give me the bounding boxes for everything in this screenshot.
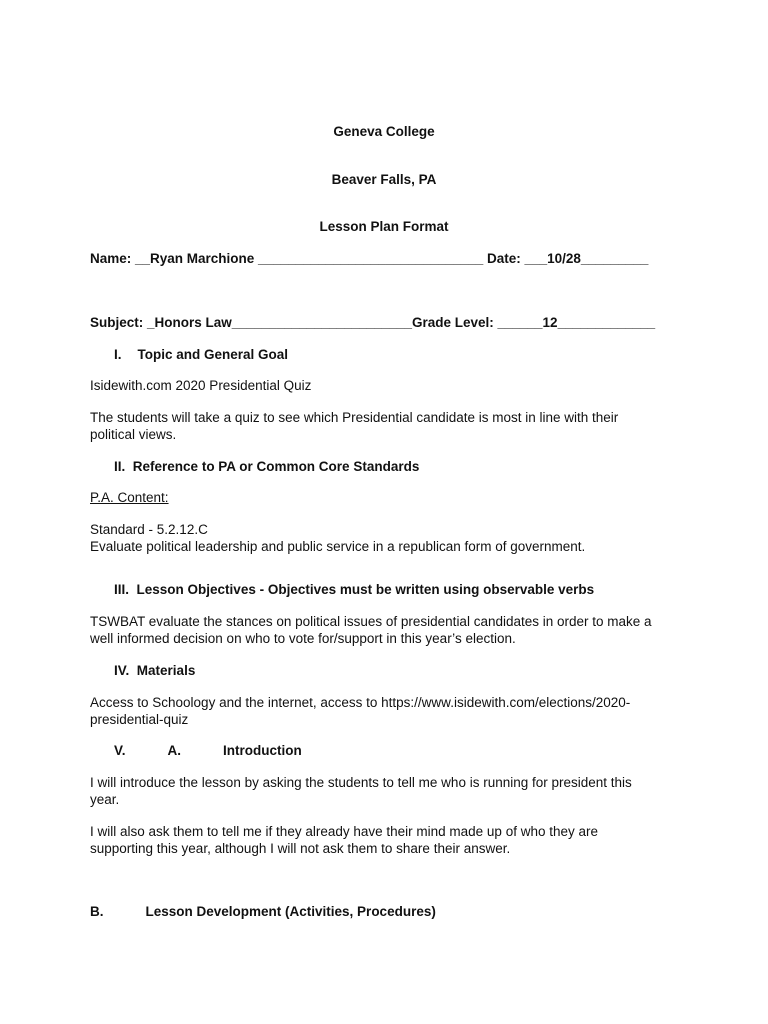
pa-content-label: P.A. Content: (90, 490, 169, 505)
objectives-line-2: well informed decision on who to vote for/support in this year’s election. (90, 631, 516, 646)
college-location: Beaver Falls, PA (331, 172, 437, 187)
section-2-number: II. (114, 459, 126, 474)
intro-paragraph-2-line-1: I will also ask them to tell me if they already have their mind made up of who they are (90, 824, 598, 839)
section-1-title: Topic and General Goal (137, 347, 289, 362)
intro-paragraph-2-line-2: supporting this year, although I will not ask them to share their answer. (90, 841, 511, 856)
intro-paragraph-1-line-2: year. (90, 792, 120, 807)
section-5a-title: Introduction (223, 743, 302, 758)
section-3-number: III. (114, 582, 130, 597)
section-b-title: Lesson Development (Activities, Procedures) (145, 904, 436, 919)
subject-grade-line: Subject: _Honors Law________________________Grade Level: ______12_____________ (90, 315, 656, 330)
name-date-line: Name: __Ryan Marchione ______________________________ Date: ___10/28_________ (90, 251, 649, 266)
section-b-letter: B. (90, 904, 104, 919)
objectives-line-1: TSWBAT evaluate the stances on political issues of presidential candidates in order to make a (90, 614, 652, 629)
materials-line-1: Access to Schoology and the internet, access to https://www.isidewith.com/elections/2020- (90, 695, 631, 710)
topic-paragraph-line-2: political views. (90, 427, 177, 442)
section-4-title: Materials (136, 663, 196, 678)
section-2-title: Reference to PA or Common Core Standards (132, 459, 420, 474)
section-1-number: I. (114, 347, 122, 362)
section-5-number: V. (114, 743, 126, 758)
intro-paragraph-1-line-1: I will introduce the lesson by asking the students to tell me who is running for president this (90, 775, 632, 790)
section-1-heading (114, 346, 288, 363)
topic-paragraph-line-1: The students will take a quiz to see which Presidential candidate is most in line with their (90, 410, 619, 425)
section-4-heading (114, 662, 195, 679)
section-3-heading (114, 581, 594, 598)
format-title: Lesson Plan Format (319, 219, 449, 234)
standard-code: Standard - 5.2.12.C (90, 522, 208, 537)
topic-line: Isidewith.com 2020 Presidential Quiz (90, 378, 312, 393)
section-5-heading (114, 742, 302, 759)
college-name: Geneva College (333, 124, 435, 139)
section-b-heading (90, 903, 436, 920)
standard-description: Evaluate political leadership and public service in a republican form of government. (90, 539, 586, 554)
section-5a-letter: A. (167, 743, 182, 758)
materials-line-2: presidential-quiz (90, 712, 189, 727)
section-2-heading (114, 458, 419, 475)
section-4-number: IV. (114, 663, 130, 678)
section-3-title: Lesson Objectives - Objectives must be written using observable verbs (136, 582, 595, 597)
